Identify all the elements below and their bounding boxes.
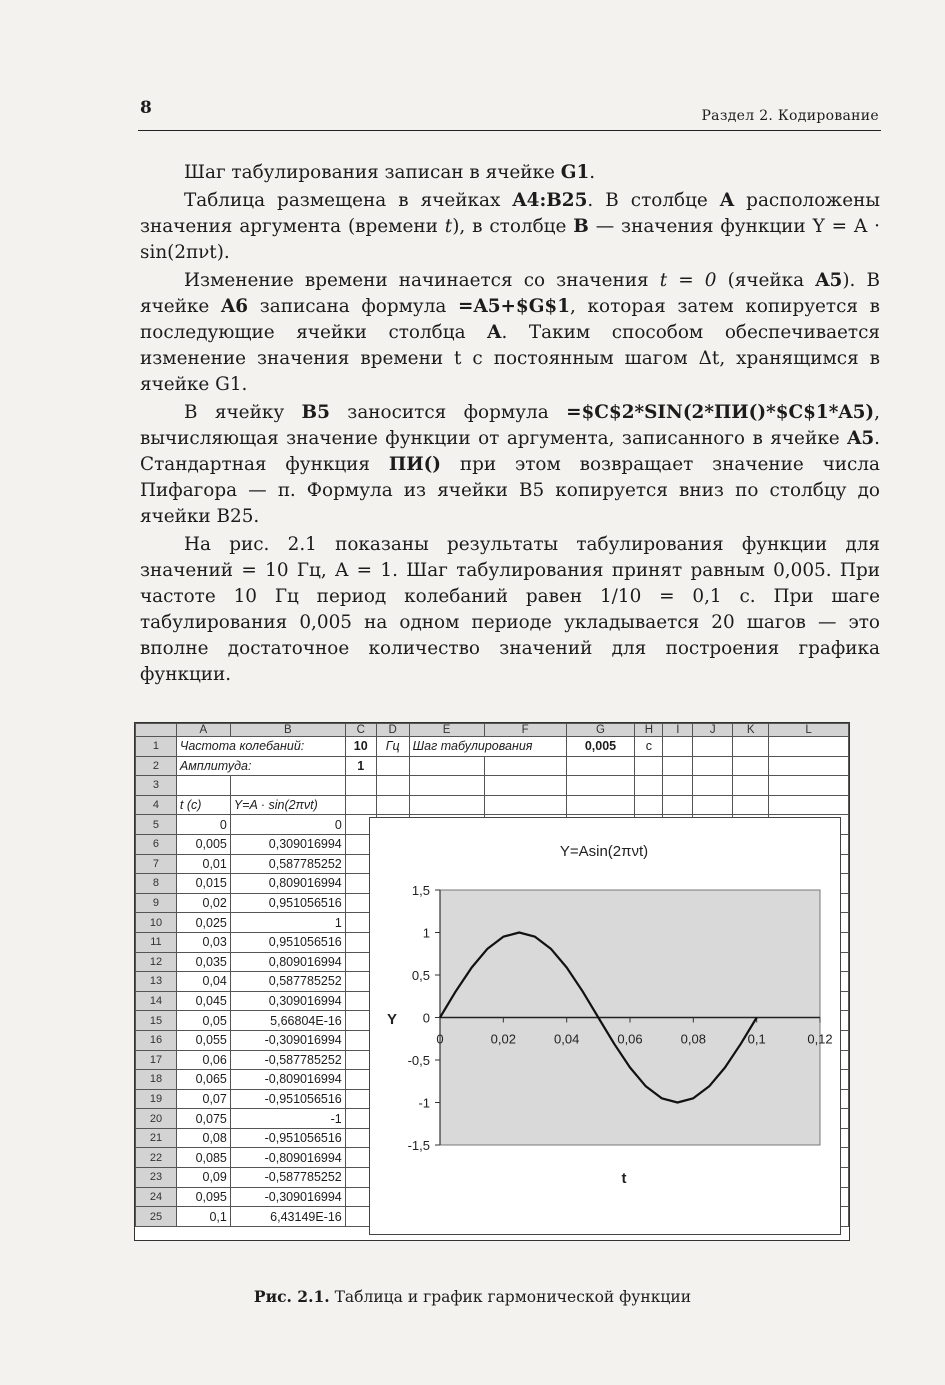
paragraph-4: В ячейку B5 заносится формула =$C$2*SIN(2*ПИ()*$C$1*A5), вычисляющая значение функции от аргумента, записанного в ячейке A5. Стандартная функция ПИ() при этом возвращает значение числа Пифагора — π. Формула из ячейки B5 копируется вниз по столбцу до ячейки B25. [140,402,881,527]
value-cell[interactable]: 0 [230,815,345,835]
row-header[interactable]: 17 [136,1050,177,1070]
row-header[interactable]: 19 [136,1089,177,1109]
cell[interactable] [566,795,635,815]
time-cell[interactable]: 0,06 [176,1050,230,1070]
time-cell[interactable]: 0,085 [176,1148,230,1168]
row-header[interactable]: 23 [136,1168,177,1188]
y-tick-label: -1,5 [407,1138,430,1153]
value-cell[interactable]: 0,951056516 [230,893,345,913]
row-header[interactable]: 4 [136,795,177,815]
cell[interactable] [484,756,566,776]
row-header[interactable]: 1 [136,737,177,757]
time-cell[interactable]: 0,1 [176,1207,230,1227]
cell[interactable] [635,776,663,796]
cell-b4[interactable]: Y=A · sin(2πνt) [230,795,345,815]
x-tick-label: 0 [436,1031,444,1047]
row-header[interactable]: 8 [136,874,177,894]
header-rule [138,130,881,131]
corner-cell[interactable] [136,724,177,737]
y-tick-label: -1 [418,1095,430,1111]
column-header-e[interactable]: E [409,724,484,737]
figure-caption [0,1287,945,1306]
cell[interactable] [409,756,484,776]
row-header[interactable]: 12 [136,952,177,972]
column-header-b[interactable]: B [230,724,345,737]
time-cell[interactable]: 0,035 [176,952,230,972]
row-header[interactable]: 16 [136,1030,177,1050]
column-header-g[interactable]: G [566,724,635,737]
cell[interactable] [769,737,849,757]
row-header[interactable]: 7 [136,854,177,874]
value-cell[interactable]: -0,587785252 [230,1050,345,1070]
value-cell[interactable]: -0,951056516 [230,1128,345,1148]
value-cell[interactable]: 0,309016994 [230,834,345,854]
paragraph-3: Изменение времени начинается со значения t = 0 (ячейка A5). В ячейке A6 записана формула =A5+$G$1, которая затем копируется в последующие ячейки столбца A. Таким способом обеспечивается изменение значения времени t с постоянным шагом Δt, хранящимся в ячейке G1. [140,270,881,395]
cell-a1[interactable]: Частота колебаний: [176,737,345,757]
x-tick-label: 0,12 [807,1031,833,1047]
y-axis-label: Y [386,1011,398,1028]
cell[interactable] [230,776,345,796]
time-cell[interactable]: 0,05 [176,1011,230,1031]
y-tick-label: 1 [422,925,430,941]
cell[interactable] [663,756,693,776]
value-cell[interactable]: -0,951056516 [230,1089,345,1109]
column-header-i[interactable]: I [663,724,693,737]
cell[interactable] [566,776,635,796]
time-cell[interactable]: 0,015 [176,874,230,894]
cell[interactable] [484,776,566,796]
paragraph-2: Таблица размещена в ячейках A4:B25. В столбце A расположены значения аргумента (времени t), в столбце B — значения функции Y = A · sin(2πνt). [140,190,880,263]
sheet-row-2 [136,756,849,776]
column-header-h[interactable]: H [635,724,663,737]
body-text [140,160,880,688]
paragraph-5: На рис. 2.1 показаны результаты табулирования функции для значений = 10 Гц, A = 1. Шаг табулирования принят равным 0,005. При частоте 10 Гц период колебаний равен 1/10 = 0,1 с. При шаге табулирования 0,005 на одном периоде укладывается 20 шагов — это вполне достаточное количество значений для построения графика функции. [140,534,880,685]
x-tick-label: 0,06 [617,1031,643,1047]
cell-h1[interactable]: с [635,737,663,757]
value-cell[interactable]: 0,951056516 [230,932,345,952]
cell[interactable] [176,776,230,796]
column-header-f[interactable]: F [484,724,566,737]
row-header[interactable]: 25 [136,1207,177,1227]
cell[interactable] [693,776,733,796]
cell[interactable] [635,756,663,776]
page-number: 8 [140,98,152,118]
cell-c2[interactable]: 1 [345,756,376,776]
sheet-row-3 [136,776,849,796]
row-header[interactable]: 11 [136,932,177,952]
time-cell[interactable]: 0,005 [176,834,230,854]
cell[interactable] [376,756,409,776]
time-cell[interactable]: 0,055 [176,1030,230,1050]
row-header[interactable]: 18 [136,1070,177,1090]
row-header[interactable]: 21 [136,1128,177,1148]
time-cell[interactable]: 0,09 [176,1168,230,1188]
time-cell[interactable]: 0,07 [176,1089,230,1109]
cell-d1[interactable]: Гц [376,737,409,757]
cell-c1[interactable]: 10 [345,737,376,757]
row-header[interactable]: 13 [136,972,177,992]
time-cell[interactable]: 0 [176,815,230,835]
time-cell[interactable]: 0,045 [176,991,230,1011]
row-header[interactable]: 5 [136,815,177,835]
row-header[interactable]: 10 [136,913,177,933]
cell[interactable] [693,737,733,757]
value-cell[interactable]: -0,587785252 [230,1168,345,1188]
row-header[interactable]: 2 [136,756,177,776]
cell[interactable] [769,776,849,796]
time-cell[interactable]: 0,03 [176,932,230,952]
x-tick-label: 0,1 [747,1031,766,1047]
cell[interactable] [409,795,484,815]
time-cell[interactable]: 0,01 [176,854,230,874]
figure-caption-text: Таблица и график гармонической функции [329,1288,692,1306]
time-cell[interactable]: 0,025 [176,913,230,933]
value-cell[interactable]: -1 [230,1109,345,1129]
x-tick-label: 0,04 [554,1031,580,1047]
cell[interactable] [376,776,409,796]
x-tick-label: 0,02 [490,1031,516,1047]
cell[interactable] [635,795,663,815]
cell[interactable] [769,756,849,776]
time-cell[interactable]: 0,075 [176,1109,230,1129]
cell[interactable] [663,776,693,796]
figure-label: Рис. 2.1. [253,1287,330,1306]
column-header-k[interactable]: K [733,724,769,737]
cell[interactable] [733,776,769,796]
sheet-row-4 [136,795,849,815]
column-header-d[interactable]: D [376,724,409,737]
cell[interactable] [345,795,376,815]
cell[interactable] [345,776,376,796]
cell[interactable] [484,795,566,815]
value-cell[interactable]: 6,43149E-16 [230,1207,345,1227]
paragraph-1: Шаг табулирования записан в ячейке G1. [184,162,596,183]
row-header[interactable]: 6 [136,834,177,854]
column-header-row [136,724,849,737]
chart-title: Y=Asin(2πνt) [559,843,649,860]
row-header[interactable]: 9 [136,893,177,913]
sine-chart [370,818,840,1234]
time-cell[interactable]: 0,08 [176,1128,230,1148]
cell-a4[interactable]: t (c) [176,795,230,815]
y-tick-label: 0,5 [411,968,430,983]
cell[interactable] [409,776,484,796]
row-header[interactable]: 24 [136,1187,177,1207]
value-cell[interactable]: -0,809016994 [230,1070,345,1090]
value-cell[interactable]: 0,587785252 [230,972,345,992]
value-cell[interactable]: 5,66804E-16 [230,1011,345,1031]
value-cell[interactable]: 0,809016994 [230,952,345,972]
cell[interactable] [693,795,733,815]
value-cell[interactable]: -0,809016994 [230,1148,345,1168]
cell[interactable] [693,756,733,776]
cell-a2[interactable]: Амплитуда: [176,756,345,776]
y-tick-label: 1,5 [411,883,430,898]
row-header[interactable]: 15 [136,1011,177,1031]
cell[interactable] [769,795,849,815]
cell-g1[interactable]: 0,005 [566,737,635,757]
value-cell[interactable]: 0,809016994 [230,874,345,894]
cell[interactable] [663,795,693,815]
cell[interactable] [733,795,769,815]
value-cell[interactable]: -0,309016994 [230,1030,345,1050]
value-cell[interactable]: 1 [230,913,345,933]
time-cell[interactable]: 0,095 [176,1187,230,1207]
row-header[interactable]: 20 [136,1109,177,1129]
row-header[interactable]: 22 [136,1148,177,1168]
value-cell[interactable]: 0,587785252 [230,854,345,874]
x-axis-label: t [621,1170,627,1187]
cell[interactable] [376,795,409,815]
running-head: Раздел 2. Кодирование [701,108,879,124]
y-tick-label: 0 [422,1010,430,1026]
time-cell[interactable]: 0,04 [176,972,230,992]
cell[interactable] [663,737,693,757]
row-header[interactable]: 3 [136,776,177,796]
cell[interactable] [566,756,635,776]
column-header-a[interactable]: A [176,724,230,737]
value-cell[interactable]: -0,309016994 [230,1187,345,1207]
value-cell[interactable]: 0,309016994 [230,991,345,1011]
cell[interactable] [733,756,769,776]
x-tick-label: 0,08 [680,1031,706,1047]
cell-e1[interactable]: Шаг табулирования [409,737,566,757]
time-cell[interactable]: 0,02 [176,893,230,913]
sheet-row-1 [136,737,849,757]
cell[interactable] [733,737,769,757]
column-header-c[interactable]: C [345,724,376,737]
y-tick-label: -0,5 [407,1053,430,1068]
chart-area[interactable] [369,817,841,1235]
column-header-j[interactable]: J [693,724,733,737]
time-cell[interactable]: 0,065 [176,1070,230,1090]
row-header[interactable]: 14 [136,991,177,1011]
column-header-l[interactable]: L [769,724,849,737]
